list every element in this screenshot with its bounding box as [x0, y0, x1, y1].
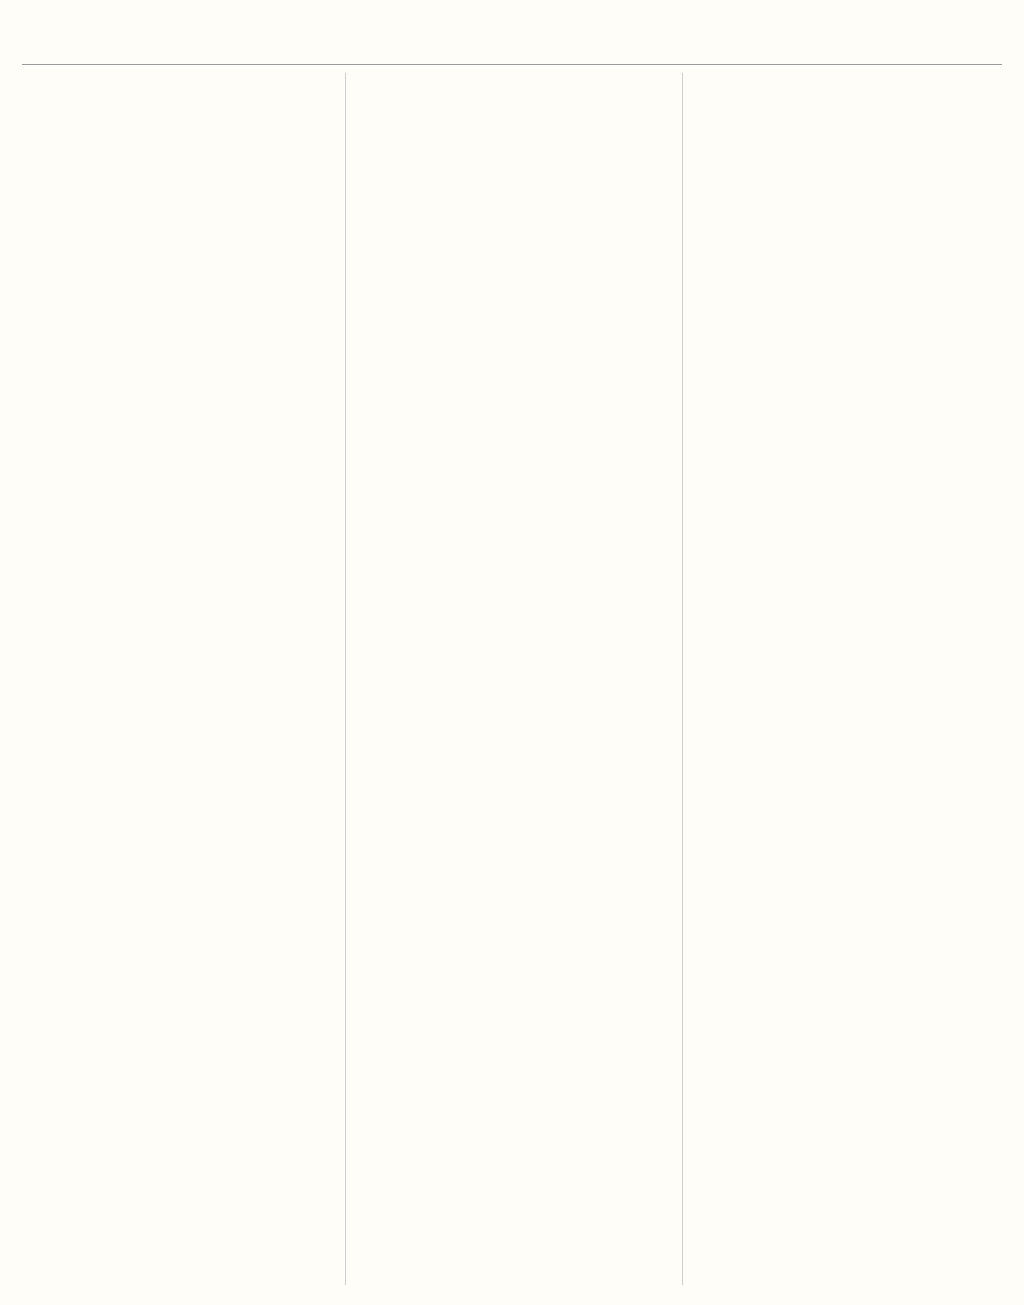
text-columns — [22, 73, 1002, 1285]
column-middle — [345, 73, 665, 1285]
page-header — [22, 18, 1002, 65]
column-left — [22, 73, 327, 1285]
column-right — [682, 73, 1002, 1285]
